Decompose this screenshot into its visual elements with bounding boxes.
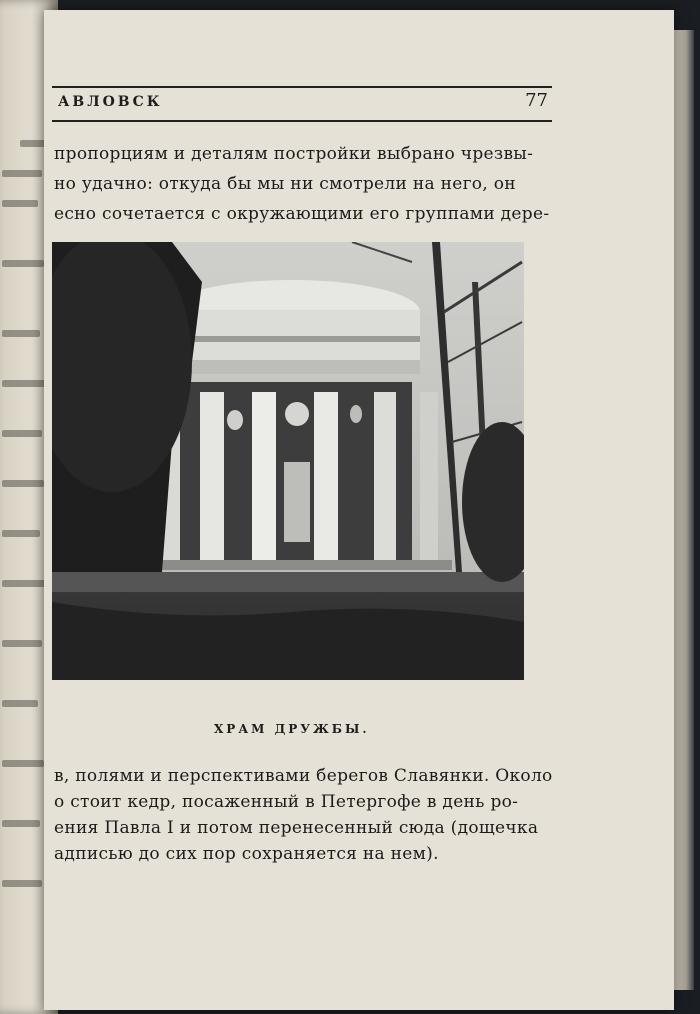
text-line: ения Павла I и потом перенесенный сюда (дощечка bbox=[54, 818, 539, 838]
header-rule-bottom bbox=[52, 120, 552, 122]
page-stack-edge bbox=[674, 30, 694, 990]
running-head bbox=[52, 80, 552, 124]
text-line: есно сочетается с окружающими его группами дере- bbox=[54, 204, 550, 224]
header-rule-top bbox=[52, 86, 552, 88]
text-line: о стоит кедр, посаженный в Петергофе в день ро- bbox=[54, 792, 519, 812]
book-page bbox=[44, 10, 674, 1010]
figure-photo-temple-of-friendship bbox=[52, 242, 524, 680]
text-line: но удачно: откуда бы мы ни смотрели на него, он bbox=[54, 174, 516, 194]
running-head-title: АВЛОВСК bbox=[58, 94, 163, 110]
text-line: в, полями и перспективами берегов Славянки. Около bbox=[54, 766, 553, 786]
page-number: 77 bbox=[525, 90, 548, 111]
text-line: адписью до сих пор сохраняется на нем). bbox=[54, 844, 439, 864]
figure-caption: ХРАМ ДРУЖБЫ. bbox=[214, 722, 370, 736]
text-line: пропорциям и деталям постройки выбрано чрезвы- bbox=[54, 144, 534, 164]
